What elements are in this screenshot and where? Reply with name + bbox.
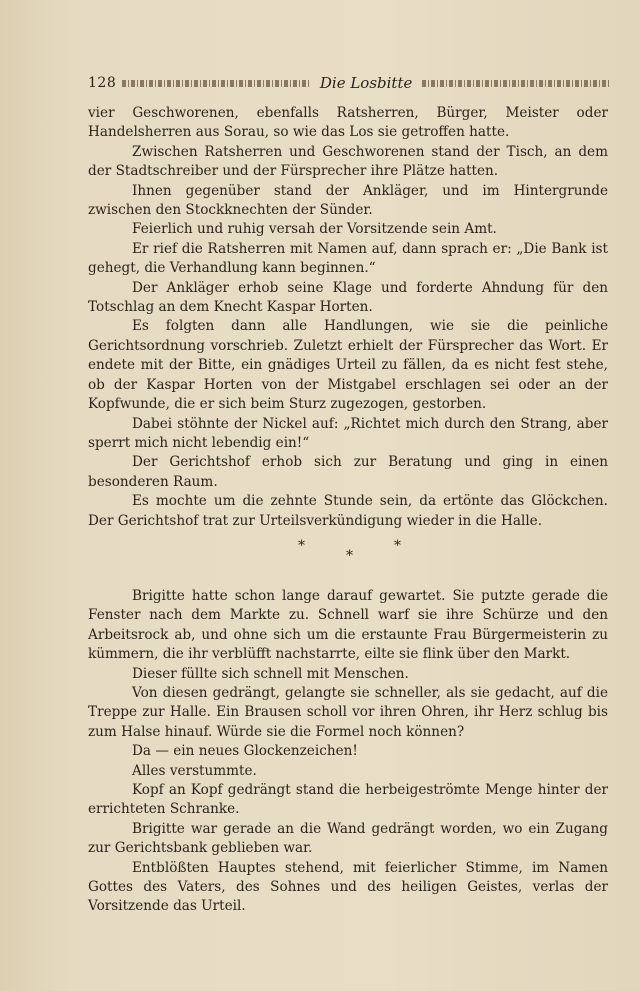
paragraph: Dabei stöhnte der Nickel auf: „Richtet mich durch den Strang, aber sperrt mich nicht lebendig ein!“ [88, 415, 608, 451]
paragraph: Von diesen gedrängt, gelangte sie schneller, als sie gedacht, auf die Treppe zur Halle. Ein Brausen scholl vor ihren Ohren, ihr Herz schlug bis zum Halse hinauf. Würde sie die Formel noch können? [88, 684, 608, 740]
page-number: 128 [88, 75, 117, 91]
section-separator [88, 531, 608, 587]
header-ornament-left [122, 80, 310, 87]
header-ornament-right [422, 80, 610, 87]
paragraph: vier Geschworenen, ebenfalls Ratsherren, Bürger, Meister oder Handelsherren aus Sorau, so wie das Los sie getroffen hatte. [88, 105, 608, 141]
paragraph: Der Ankläger erhob seine Klage und forderte Ahndung für den Totschlag an dem Knecht Kaspar Horten. [88, 279, 608, 316]
paragraph: Er rief die Ratsherren mit Namen auf, dann sprach er: „Die Bank ist gehegt, die Verhandlung kann beginnen.“ [88, 240, 608, 277]
paragraph: Ihnen gegenüber stand der Ankläger, und im Hintergrunde zwischen den Stockknechten der Sünder. [88, 182, 608, 219]
paragraph: Der Gerichtshof erhob sich zur Beratung und ging in einen besonderen Raum. [88, 454, 608, 490]
body-text [88, 104, 608, 917]
separator-star: * [394, 537, 401, 554]
running-title: Die Losbitte [319, 74, 413, 92]
paragraph: Entblößten Hauptes stehend, mit feierlicher Stimme, im Namen Gottes des Vaters, des Sohnes und des heiligen Geistes, verlas der Vorsitzende das Urteil. [88, 859, 608, 915]
paragraph: Zwischen Ratsherren und Geschworenen stand der Tisch, an dem der Stadtschreiber und der Fürsprecher ihre Plätze hatten. [88, 143, 608, 180]
separator-star: * [298, 537, 305, 554]
separator-star: * [346, 547, 353, 564]
paragraph: Brigitte hatte schon lange darauf gewartet. Sie putzte gerade die Fenster nach dem Markte zu. Schnell warf sie ihre Schürze und den Arbeitsrock ab, und ohne sich um die erstaunte Frau Bürgermeisterin zu kümmern, die ihr verblüfft nachstarrte, eilte sie flink über den Markt. [88, 587, 608, 663]
paragraph: Feierlich und ruhig versah der Vorsitzende sein Amt. [132, 221, 497, 238]
page-header [88, 72, 610, 94]
paragraph: Dieser füllte sich schnell mit Menschen. [132, 665, 409, 682]
paragraph: Brigitte war gerade an die Wand gedrängt worden, wo ein Zugang zur Gerichtsbank geblieben war. [88, 820, 608, 857]
paragraph: Es folgten dann alle Handlungen, wie sie die peinliche Gerichtsordnung vorschrieb. Zuletzt erhielt der Fürsprecher das Wort. Er endete mit der Bitte, ein gnädiges Urteil zu fällen, da es nicht fest stehe, ob der Kaspar Horten von der Mistgabel erschlagen sei oder an der Kopfwunde, die er sich beim Sturz zugezogen, gestorben. [88, 318, 608, 413]
text-section-1 [88, 104, 608, 531]
paragraph: Es mochte um die zehnte Stunde sein, da ertönte das Glöckchen. Der Gerichtshof trat zur Urteilsverkündigung wieder in die Halle. [88, 493, 608, 529]
paragraph: Alles verstummte. [132, 762, 257, 779]
paragraph: Kopf an Kopf gedrängt stand die herbeigeströmte Menge hinter der errichteten Schranke. [88, 782, 608, 818]
text-section-2 [88, 587, 608, 917]
paragraph: Da — ein neues Glockenzeichen! [132, 743, 358, 760]
